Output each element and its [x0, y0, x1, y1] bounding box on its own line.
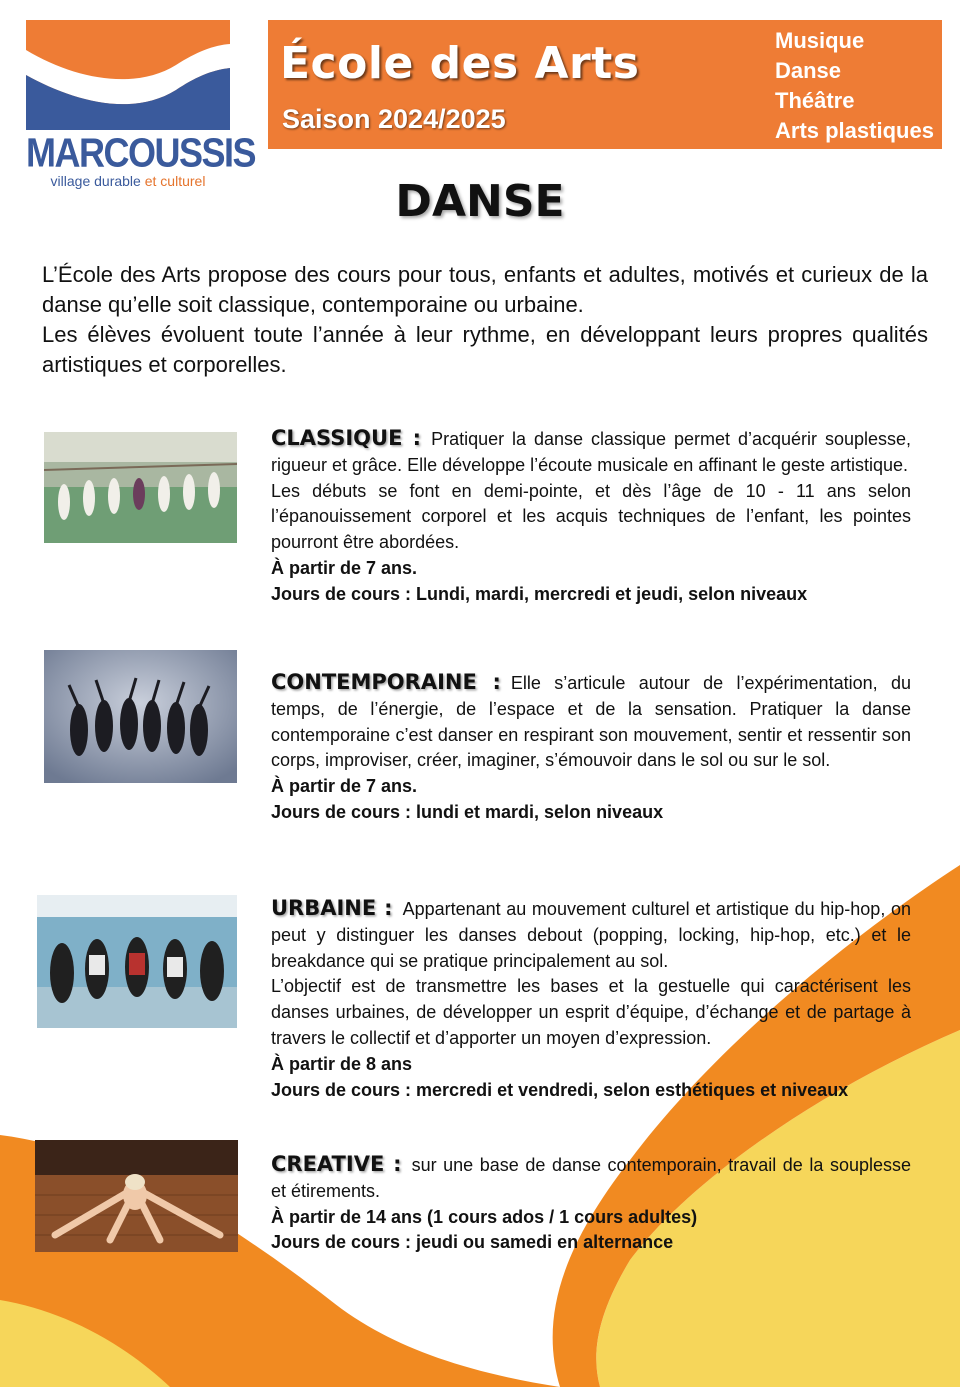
section-text: Pratiquer la danse classique permet d’acquérir souplesse, rigueur et grâce. Elle développe l’écoute musicale en affinant le geste artistique.	[271, 429, 911, 475]
contemporaine-photo	[44, 650, 237, 783]
urbaine-photo	[37, 895, 237, 1028]
section-days: Jours de cours : mercredi et vendredi, selon esthétiques et niveaux	[271, 1079, 849, 1100]
intro	[42, 260, 928, 380]
disciplines-list	[775, 26, 934, 146]
creative-photo	[35, 1140, 238, 1252]
intro-paragraph: L’École des Arts propose des cours pour tous, enfants et adultes, motivés et curieux de la danse qu’elle soit classique, contemporaine ou urbaine.	[42, 262, 928, 317]
section-age: À partir de 14 ans (1 cours ados / 1 cours adultes)	[271, 1206, 698, 1227]
section-age: À partir de 7 ans.	[271, 776, 418, 797]
section-days: Jours de cours : Lundi, mardi, mercredi et jeudi, selon niveaux	[271, 583, 808, 604]
section-text: L’objectif est de transmettre les bases et la gestuelle qui caractérisent les danses urbaines, de développer un esprit d’équipe, d’échange et de partage à travers le collectif et d’apporter un moyen d’expression.	[271, 976, 911, 1048]
section-days: Jours de cours : jeudi ou samedi en alternance	[271, 1232, 674, 1253]
header-band	[268, 20, 942, 149]
section-description	[271, 670, 911, 774]
season-label: Saison 2024/2025	[282, 104, 506, 134]
section-days: Jours de cours : lundi et mardi, selon niveaux	[271, 801, 664, 822]
logo-wave-graphic	[26, 20, 230, 130]
section-age: À partir de 7 ans.	[271, 557, 418, 578]
section-text: Elle s’articule autour de l’expérimentation, du temps, de l’énergie, de l’espace et de la sensation. Pratiquer la danse contemporaine c’est danser en respirant son mouvement, sentir et ressentir son corps, improviser, créer, imaginer, s’émouvoir dans le sol ou sur le sol.	[271, 673, 912, 771]
section-description	[271, 426, 911, 479]
section-contemporaine	[271, 670, 911, 826]
classique-photo	[44, 432, 237, 543]
discipline-item: Théâtre	[775, 88, 855, 113]
discipline-item: Arts plastiques	[775, 118, 934, 143]
page-title: DANSE	[395, 176, 565, 227]
marcoussis-logo	[26, 20, 256, 200]
school-title: École des Arts	[280, 38, 640, 89]
section-title: CONTEMPORAINE :	[271, 670, 501, 694]
section-age: À partir de 8 ans	[271, 1053, 413, 1074]
section-title: CREATIVE :	[271, 1152, 402, 1176]
logo-name: MARCOUSSIS	[26, 129, 256, 176]
discipline-item: Danse	[775, 58, 842, 83]
intro-paragraph: Les élèves évoluent toute l’année à leur rythme, en développant leurs propres qualités artistiques et corporelles.	[42, 322, 928, 377]
section-description	[271, 1152, 911, 1205]
discipline-item: Musique	[775, 28, 865, 53]
section-title: URBAINE :	[271, 896, 393, 920]
section-text: Les débuts se font en demi-pointe, et dès l’âge de 10 - 11 ans selon l’épanouissement corporel et les acquis techniques de l’enfant, les pointes pourront être abordées.	[271, 480, 911, 553]
section-urbaine	[271, 896, 911, 1103]
section-text: Appartenant au mouvement culturel et artistique du hip-hop, on peut y distinguer les danses debout (popping, locking, hip-hop, etc.) et le breakdance qui se pratique principalement au sol.	[271, 899, 911, 971]
logo-tagline-accent: et culturel	[144, 173, 206, 189]
section-description	[271, 896, 911, 974]
section-creative	[271, 1152, 911, 1256]
section-classique	[271, 426, 911, 608]
section-title: CLASSIQUE :	[271, 426, 422, 450]
logo-tagline-main: village durable	[50, 173, 141, 189]
section-text: sur une base de danse contemporain, travail de la souplesse et étirements.	[271, 1155, 912, 1201]
